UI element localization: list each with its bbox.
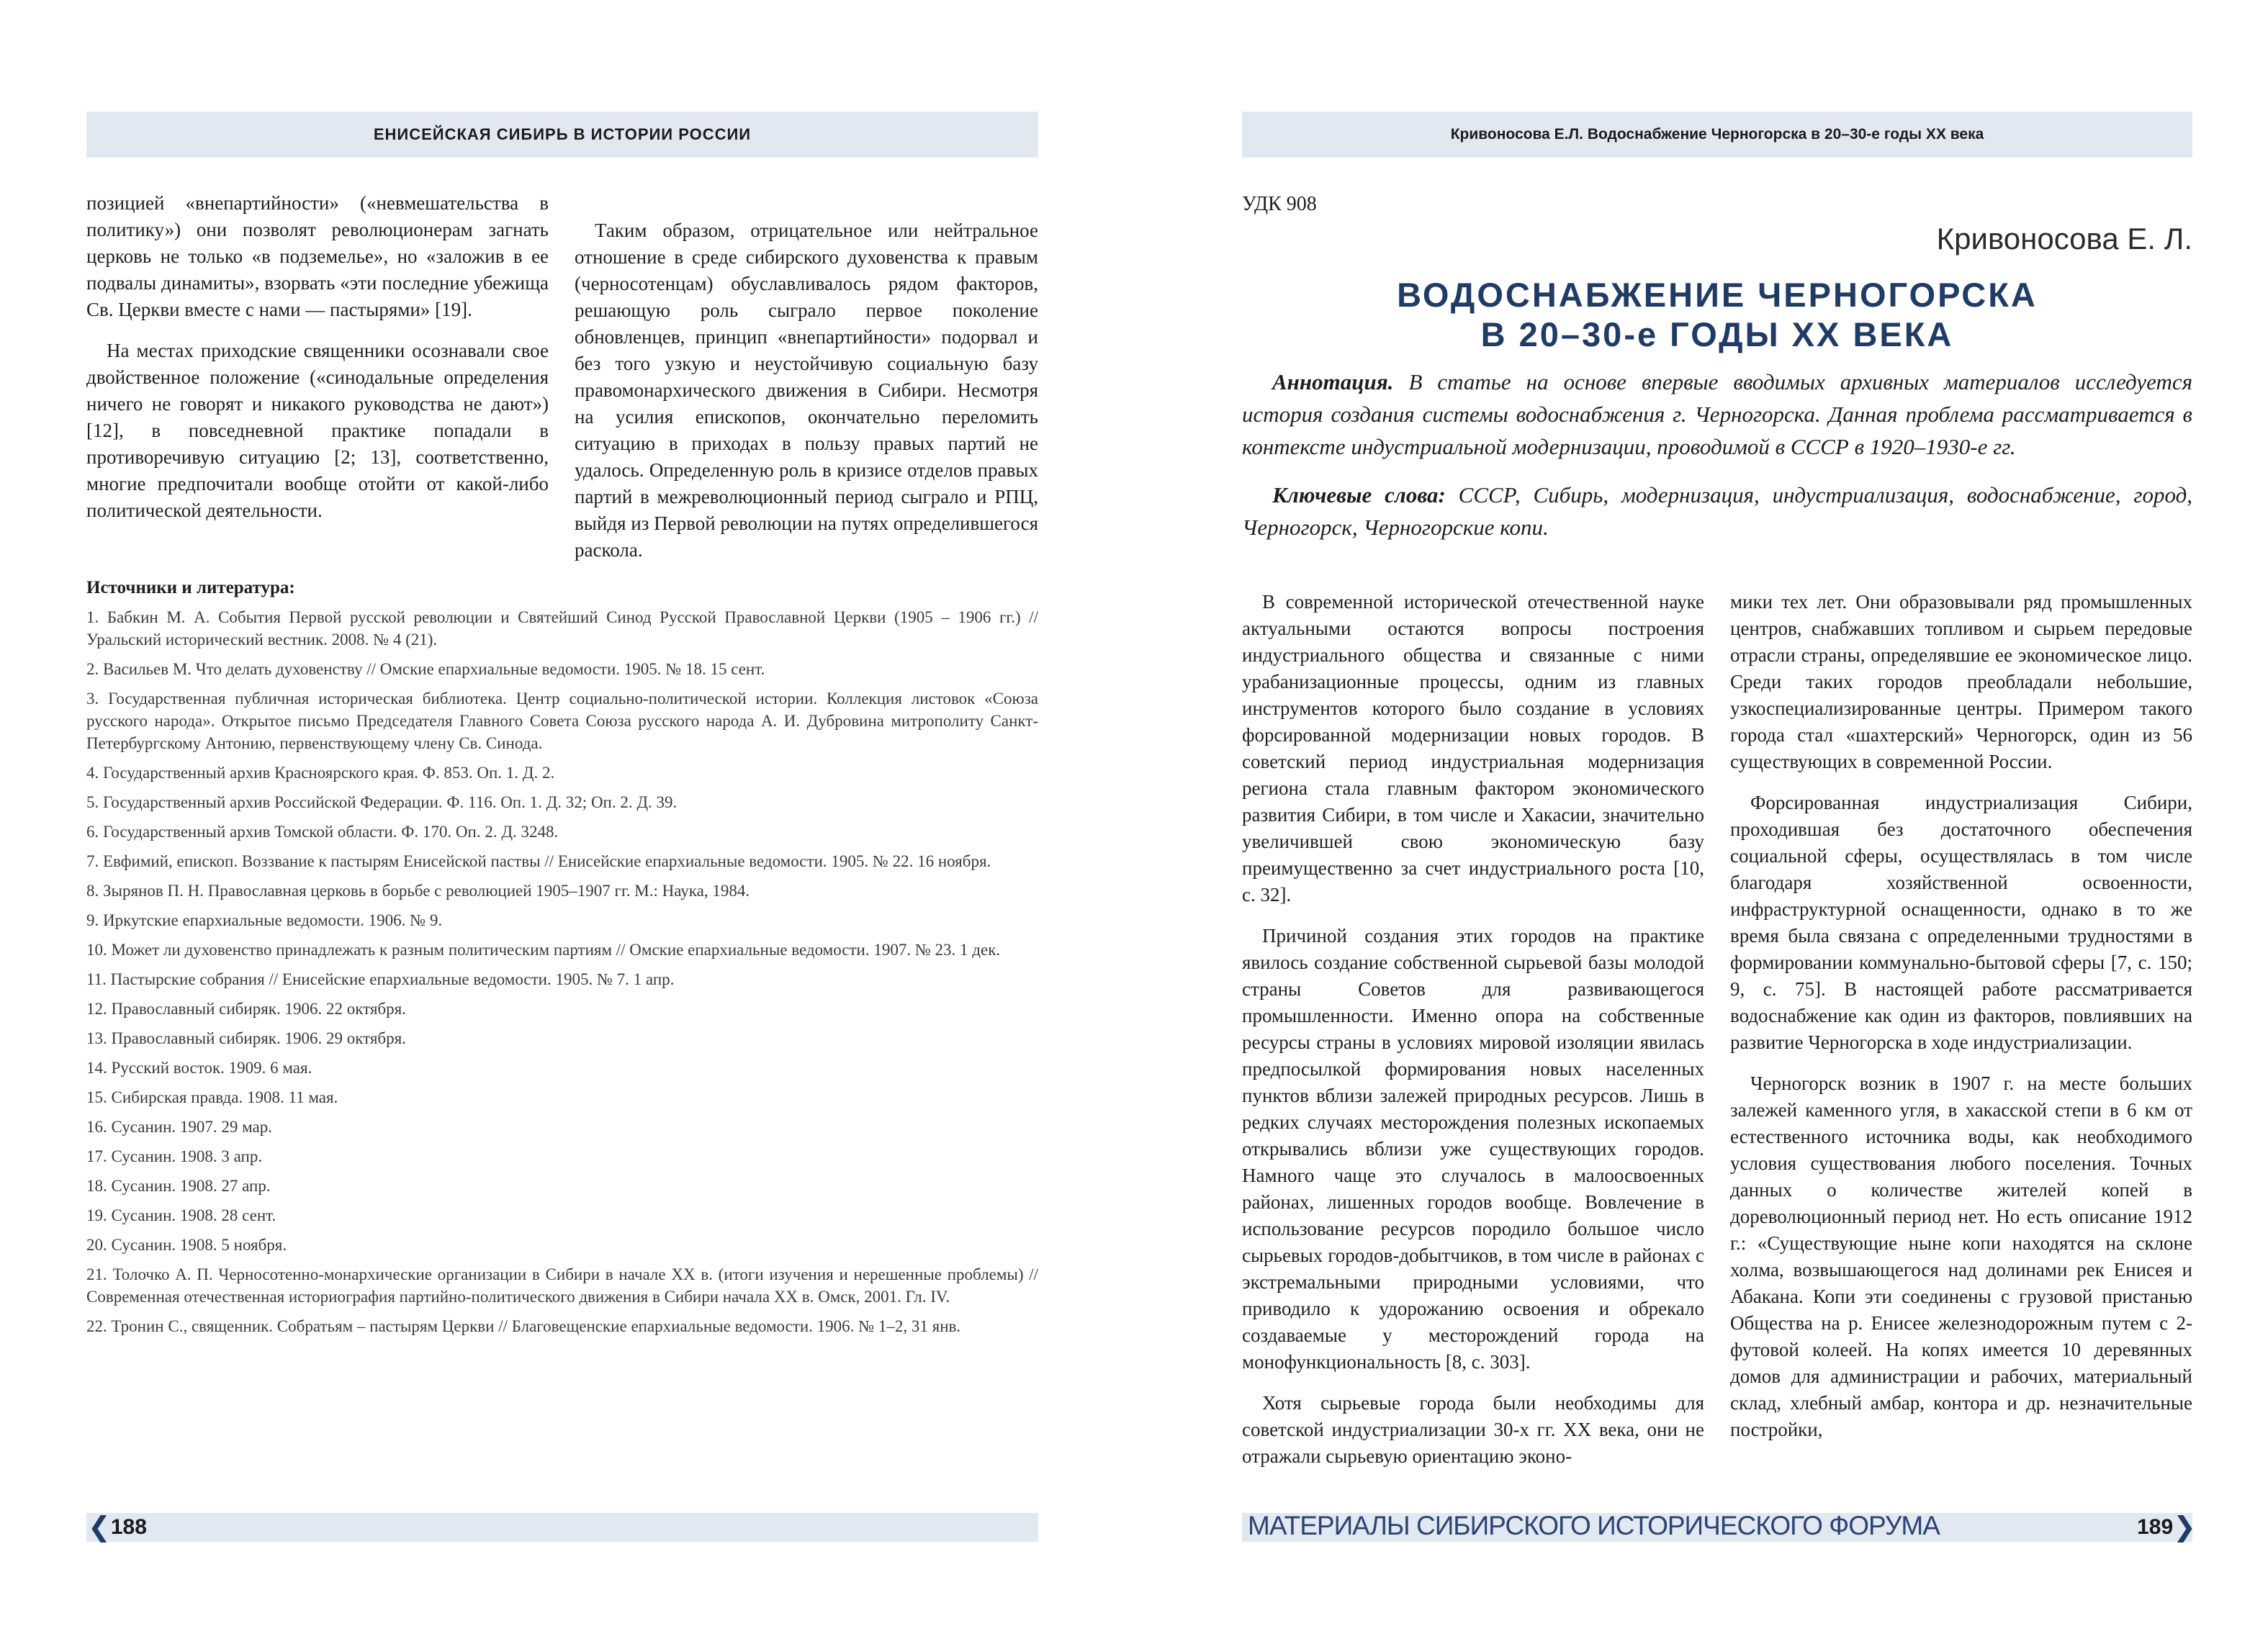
paragraph: позицией «внепартийности» («невмешательства в политику») они позволят революционерам загнать церковь не только «в подземелье», но «заложив в ее подвалы динамиты», взорвать «эти последние убежища Св. Церкви вместе с нами — пастырями» [19].	[86, 192, 549, 320]
page-number-right	[2137, 1512, 2196, 1543]
source-item: 8. Зырянов П. Н. Православная церковь в борьбе с революцией 1905–1907 гг. М.: Наука, 1984.	[86, 882, 750, 900]
udk-code: УДК 908	[1242, 193, 1317, 215]
source-item: 18. Сусанин. 1908. 27 апр.	[86, 1177, 271, 1195]
source-item: 4. Государственный архив Красноярского края. Ф. 853. Оп. 1. Д. 2.	[86, 764, 555, 782]
source-item: 21. Толочко А. П. Черносотенно-монархические организации в Сибири в начале XX в. (итоги изучения и нерешенные проблемы) // Современная отечественная историография партийно-политического движения в Сибири начала XX в. Омск, 2001. Гл. IV.	[86, 1265, 1038, 1306]
title-line-2: В 20–30-е ГОДЫ XX ВЕКА	[1480, 315, 1954, 353]
source-item: 9. Иркутские епархиальные ведомости. 1906. № 9.	[86, 911, 443, 929]
page-number-left	[88, 1512, 147, 1543]
sources-list	[86, 606, 1038, 1345]
paragraph: Хотя сырьевые города были необходимы для советской индустриализации 30-х гг. XX века, они не отражали сырьевую ориентацию эконо-	[1242, 1392, 1704, 1467]
source-item: 5. Государственный архив Российской Федерации. Ф. 116. Оп. 1. Д. 32; Оп. 2. Д. 39.	[86, 793, 678, 811]
keywords-label: Ключевые слова:	[1272, 482, 1446, 507]
source-item: 16. Сусанин. 1907. 29 мар.	[86, 1118, 272, 1136]
annotation	[1242, 366, 2192, 463]
keywords	[1242, 479, 2192, 543]
source-item: 14. Русский восток. 1909. 6 мая.	[86, 1059, 312, 1077]
source-item: 13. Православный сибиряк. 1906. 29 октября.	[86, 1029, 406, 1047]
source-item: 19. Сусанин. 1908. 28 сент.	[86, 1206, 276, 1224]
source-item: 2. Васильев М. Что делать духовенству // Омские епархиальные ведомости. 1905. № 18. 15 сент.	[86, 660, 765, 678]
source-item: 3. Государственная публичная историческая библиотека. Центр социально-политической истории. Коллекция листовок «Союза русского народа». Открытое письмо Председателя Главного Совета Союза русского народа А. И. Дубровина митрополиту Санкт-Петербургскому Антонию, первенствующему члену Св. Синода.	[86, 690, 1038, 752]
annotation-label: Аннотация.	[1272, 369, 1394, 394]
page-number-value: 189	[2137, 1515, 2174, 1539]
paragraph: В современной исторической отечественной науке актуальными остаются вопросы построения индустриального общества и связанные с ними урабанизационные процессы, одним из главных инструментов которого было создание в условиях форсированной модернизации новых городов. В советский период индустриальная модернизация региона стала главным фактором экономического развития Сибири, в том числе и Хакасии, значительно увеличившей свою экономическую базу преимущественно за счет индустриального роста [10, с. 32].	[1242, 591, 1704, 905]
source-item: 6. Государственный архив Томской области. Ф. 170. Оп. 2. Д. 3248.	[86, 823, 559, 841]
sources-heading: Источники и литература:	[86, 578, 295, 597]
source-item: 1. Бабкин М. А. События Первой русской революции и Святейший Синод Русской Православной Церкви (1905 – 1906 гг.) // Уральский исторический вестник. 2008. № 4 (21).	[86, 608, 1038, 649]
running-head-left: ЕНИСЕЙСКАЯ СИБИРЬ В ИСТОРИИ РОССИИ	[86, 112, 1038, 158]
paragraph: Черногорск возник в 1907 г. на месте больших залежей каменного угля, в хакасской степи в 6 км от естественного источника воды, как необходимого условия существования любого поселения. Точных данных о количестве жителей копей в дореволюционный период нет. Но есть описание 1912 г.: «Существующие ныне копи находятся на склоне холма, возвышающегося над долинами рек Енисея и Абакана. Копи эти соединены с грузовой пристанью Общества на р. Енисее железнодорожным путем с 2-футовой колеей. На копях имеется 10 деревянных домов для администрации и рабочих, материальный склад, хлебный амбар, контора и др. незначительные постройки,	[1730, 1072, 2192, 1440]
running-head-right: Кривоносова Е.Л. Водоснабжение Черногорска в 20–30-е годы XX века	[1242, 112, 2192, 158]
right-column-2	[1730, 589, 2192, 1458]
footer-bar-left	[86, 1513, 1038, 1542]
paragraph: На местах приходские священники осознавали свое двойственное положение («синодальные определения ничего не говорят и никакого руководства не дают») [12], в повседневной практике попадали в противоречивую ситуацию [2; 13], соответственно, многие предпочитали вообще отойти от какой-либо политической деятельности.	[86, 340, 549, 521]
source-item: 10. Может ли духовенство принадлежать к разным политическим партиям // Омские епархиальные ведомости. 1907. № 23. 1 дек.	[86, 941, 1001, 959]
source-item: 12. Православный сибиряк. 1906. 22 октября.	[86, 1000, 406, 1018]
source-item: 15. Сибирская правда. 1908. 11 мая.	[86, 1088, 338, 1106]
right-page	[1134, 0, 2268, 1644]
chevron-left-icon: ❮	[88, 1512, 111, 1543]
page-number-value: 188	[110, 1515, 147, 1539]
left-column-2	[575, 217, 1038, 578]
source-item: 7. Евфимий, епископ. Воззвание к пастырям Енисейской паствы // Енисейские епархиальные ведомости. 1905. № 22. 16 ноября.	[86, 852, 991, 870]
annotation-block	[1242, 366, 2192, 559]
chevron-right-icon: ❯	[2173, 1512, 2196, 1543]
source-item: 17. Сусанин. 1908. 3 апр.	[86, 1147, 263, 1165]
left-column-1	[86, 190, 549, 538]
source-item: 22. Тронин С., священник. Собратьям – пастырям Церкви // Благовещенские епархиальные ведомости. 1906. № 1–2, 31 янв.	[86, 1317, 961, 1335]
paragraph: Причиной создания этих городов на практике явилось создание собственной сырьевой базы молодой страны Советов для развивающегося промышленности. Именно опора на собственные ресурсы страны в условиях мировой изоляции явилась предпосылкой формирования новых населенных пунктов вблизи залежей природных ресурсов. Лишь в редких случаях месторождения полезных ископаемых открывались вблизи уже существующих городов. Намного чаще это случалось в малоосвоенных районах, лишенных городов вообще. Вовлечение в использование ресурсов породило большое число сырьевых городов-добытчиков, в том числе в районах с экстремальными природными условиями, что приводило к удорожанию освоения и обрекало создаваемые у месторождений города на монофункциональность [8, с. 303].	[1242, 925, 1704, 1373]
title-line-1: ВОДОСНАБЖЕНИЕ ЧЕРНОГОРСКА	[1397, 276, 2038, 314]
right-column-1	[1242, 589, 1704, 1484]
paragraph: мики тех лет. Они образовывали ряд промышленных центров, снабжавших топливом и сырьем передовые отрасли страны, определявшие ее экономическое лицо. Среди таких городов преобладали небольшие, узкоспециализированные центры. Примером такого города стал «шахтерский» Черногорск, один из 56 существующих в современной России.	[1730, 591, 2192, 772]
annotation-text: В статье на основе впервые вводимых архивных материалов исследуется история создания системы водоснабжения г. Черногорска. Данная проблема рассматривается в контексте индустриальной модернизации, проводимой в СССР в 1920–1930-е гг.	[1242, 369, 2192, 459]
journal-name: МАТЕРИАЛЫ СИБИРСКОГО ИСТОРИЧЕСКОГО ФОРУМА	[1248, 1511, 1940, 1540]
paragraph: Таким образом, отрицательное или нейтральное отношение в среде сибирского духовенства к правым (черносотенцам) обуславливалось рядом факторов, решающую роль сыграло первое поколение обновленцев, принцип «внепартийности» подорвал и без того узкую и неустойчивую социальную базу правомонархического движения в Сибири. Несмотря на усилия епископов, окончательно переломить ситуацию в приходах в пользу правых партий не удалось. Определенную роль в кризисе отделов правых партий в межреволюционный период сыграло и РПЦ, выйдя из Первой революции на путях определившегося раскола.	[575, 220, 1038, 561]
article-author: Кривоносова Е. Л.	[1936, 222, 2192, 256]
source-item: 11. Пастырские собрания // Енисейские епархиальные ведомости. 1905. № 7. 1 апр.	[86, 970, 675, 988]
keywords-text: СССР, Сибирь, модернизация, индустриализация, водоснабжение, город, Черногорск, Черногорские копи.	[1242, 482, 2193, 540]
paragraph: Форсированная индустриализация Сибири, проходившая без достаточного обеспечения социальной сферы, осуществлялась в том числе благодаря хозяйственной освоенности, инфраструктурной оснащенности, однако в то же время была связана с определенными трудностями в формировании коммунально-бытовой сферы [7, с. 150; 9, с. 75]. В настоящей работе рассматривается водоснабжение как один из факторов, повлиявших на развитие Черногорска в ходе индустриализации.	[1730, 792, 2192, 1053]
article-title	[1242, 275, 2192, 354]
source-item: 20. Сусанин. 1908. 5 ноября.	[86, 1236, 287, 1254]
